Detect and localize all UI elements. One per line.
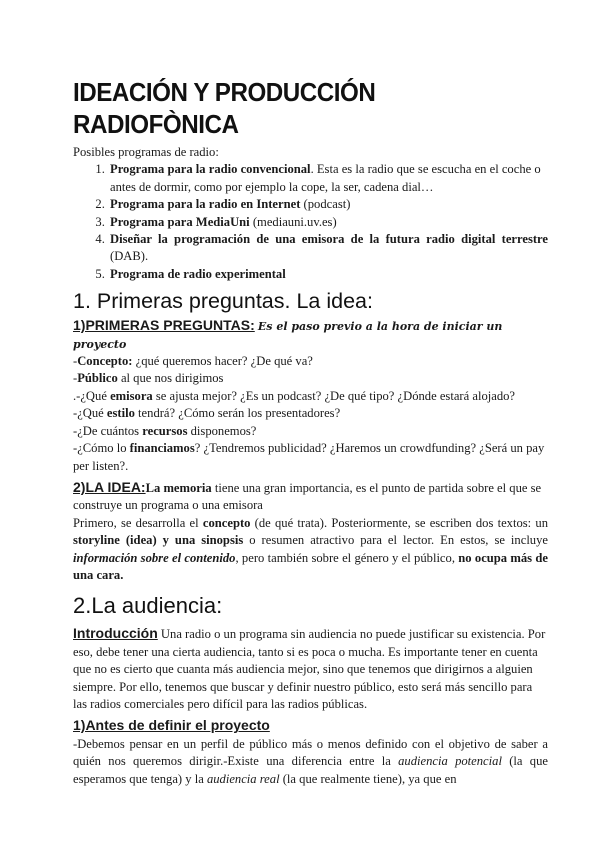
list-item: -¿Qué estilo tendrá? ¿Cómo serán los presentadores?	[73, 406, 341, 421]
subsection-primeras-preguntas	[73, 317, 548, 353]
list-item: -Público al que nos dirigimos	[73, 371, 224, 386]
list-item: 3. Programa para MediaUni (mediauni.uv.es)	[108, 214, 548, 231]
list-item: .-¿Qué emisora se ajusta mejor? ¿Es un podcast? ¿De qué tipo? ¿Dónde estará alojado?	[73, 388, 516, 403]
list-item: 1. Programa para la radio convencional. Esta es la radio que se escucha en el coche o antes de dormir, como por ejemplo la cope, la ser, cadena dial…	[108, 161, 548, 196]
list-item: -Concepto: ¿qué queremos hacer? ¿De qué va?	[73, 354, 313, 369]
subsection-label: 1)Antes de definir el proyecto	[73, 717, 270, 734]
list-item: 4. Diseñar la programación de una emisora de la futura radio digital terrestre (DAB).	[108, 231, 548, 266]
paragraph-audiencia: -Debemos pensar en un perfil de público más o menos definido con el objetivo de saber a quién nos queremos dirigir.-Existe una diferencia entre la audiencia potencial (la que esperamos que tenga) y la audiencia real (la que realmente tiene), ya que en	[73, 736, 548, 786]
list-item: -¿De cuántos recursos disponemos?	[73, 423, 257, 438]
paragraph-introduccion: Introducción Una radio o un programa sin audiencia no puede justificar su existencia. Por eso, debe tener una cierta audiencia, tanto si es poca o mucha. Es importante tener en cuenta que no es cierto que cuanta más audiencia mejor, sino que tenemos que dirigirnos a alguien siempre. Por ello, tenemos que buscar y definir nuestro público, esto será más sencillo para las radios comerciales pero difícil para las radios públicas.	[73, 625, 546, 711]
subsection-label: 1)PRIMERAS PREGUNTAS:	[73, 317, 255, 334]
subsection-la-idea: 2)LA IDEA:La memoria tiene una gran importancia, es el punto de partida sobre el que se construye un programa o una emisora	[73, 478, 542, 513]
list-item: 5. Programa de radio experimental	[108, 266, 548, 283]
paragraph-concepto: Primero, se desarrolla el concepto (de qué trata). Posteriormente, se escriben dos textos: un storyline (idea) y una sinopsis o resumen atractivo para el lector. En estos, se incluye información sobre el contenido, pero también sobre el género y el público, no ocupa más de una cara.	[73, 515, 549, 582]
subsection-antes-de-definir	[73, 717, 548, 735]
questions-list	[73, 353, 548, 475]
subsection-label: Introducción	[73, 625, 158, 642]
list-item: -¿Cómo lo financiamos? ¿Tendremos publicidad? ¿Haremos un crowdfunding? ¿Será un pay per listen?.	[73, 441, 545, 473]
document-title: IDEACIÓN Y PRODUCCIÓN RADIOFÒNICA	[73, 77, 376, 139]
subsection-note: Es el paso previo a la hora de iniciar un proyecto	[73, 320, 503, 351]
programs-list	[73, 161, 548, 283]
section-heading-1: 1. Primeras preguntas. La idea:	[73, 289, 373, 314]
list-item: 2. Programa para la radio en Internet (podcast)	[108, 196, 548, 213]
programs-intro: Posibles programas de radio:	[73, 145, 219, 159]
section-heading-2: 2.La audiencia:	[73, 593, 223, 619]
subsection-label: 2)LA IDEA:	[73, 478, 146, 495]
